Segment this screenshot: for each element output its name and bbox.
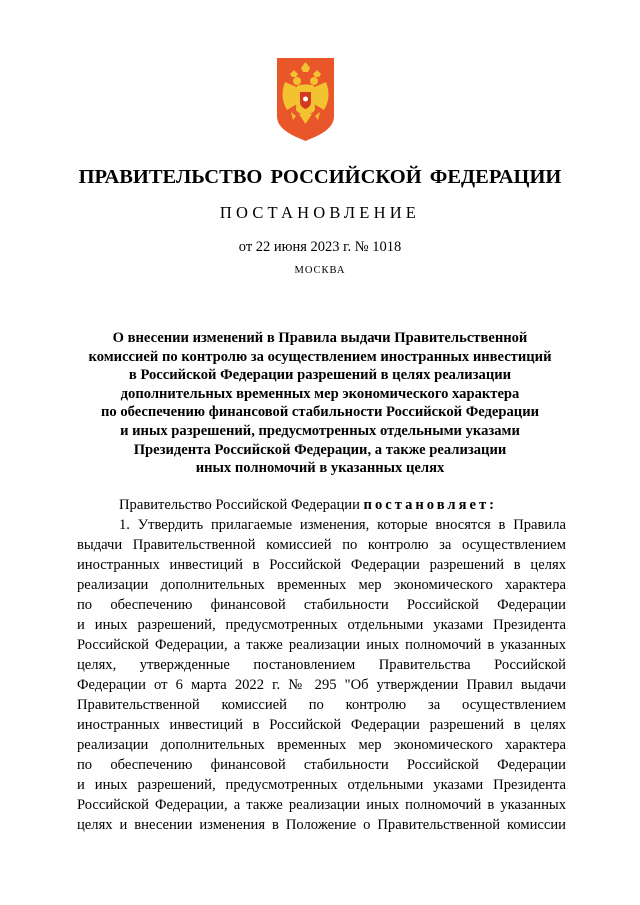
title-line: по обеспечению финансовой стабильности Российской Федерации: [100, 404, 540, 421]
body-line: и иных разрешений, предусмотренных отдельными указами Президента: [77, 617, 566, 633]
decree-intro-line: [77, 495, 566, 515]
body-line: целях и внесении изменения в Положение о Правительственной комиссии: [77, 817, 566, 833]
coat-of-arms-emblem: [277, 58, 334, 141]
decree-verb: постановляет:: [363, 497, 497, 513]
title-line: и иных разрешений, предусмотренных отдельными указами: [120, 422, 520, 439]
body-line: и иных разрешений, предусмотренных отдельными указами Президента: [77, 777, 566, 793]
title-line: комиссией по контролю за осуществлением иностранных инвестиций: [88, 348, 552, 365]
title-line: дополнительных временных мер экономического характера: [120, 385, 520, 402]
decree-date-number: от 22 июня 2023 г. № 1018: [238, 239, 402, 255]
body-line: иностранных инвестиций в Российской Федерации разрешений в целях: [77, 557, 566, 573]
body-line: реализации дополнительных временных мер экономического характера: [77, 737, 566, 753]
body-line: Правительственной комиссией по контролю за осуществлением: [77, 697, 566, 713]
body-line: Федерации от 6 марта 2022 г. № 295 "Об утверждении Правил выдачи: [77, 677, 566, 693]
body-line: иностранных инвестиций в Российской Федерации разрешений в целях: [77, 717, 566, 733]
body-line: Российской Федерации, а также реализации иных полномочий в указанных: [77, 637, 566, 653]
body-line: реализации дополнительных временных мер экономического характера: [77, 577, 566, 593]
title-line: иных полномочий в указанных целях: [195, 460, 445, 477]
body-line: 1. Утвердить прилагаемые изменения, которые вносятся в Правила: [119, 517, 566, 533]
government-heading: ПРАВИТЕЛЬСТВО РОССИЙСКОЙ ФЕДЕРАЦИИ: [78, 166, 562, 188]
city-label: МОСКВА: [294, 265, 346, 276]
title-line: Президента Российской Федерации, а также реализации: [133, 441, 507, 458]
body-line: по обеспечению финансовой стабильности Российской Федерации: [77, 757, 566, 773]
body-line: по обеспечению финансовой стабильности Российской Федерации: [77, 597, 566, 613]
body-line: целях, утвержденные постановлением Правительства Российской: [77, 657, 566, 673]
body-line: выдачи Правительственной комиссией по контролю за осуществлением: [77, 537, 566, 553]
decree-title: [60, 329, 580, 478]
title-line: в Российской Федерации разрешений в целях реализации: [128, 367, 512, 384]
decree-body: [77, 495, 566, 835]
body-line: Российской Федерации, а также реализации иных полномочий в указанных: [77, 797, 566, 813]
russian-coat-of-arms-icon: [277, 58, 334, 141]
document-type: ПОСТАНОВЛЕНИЕ: [219, 203, 421, 222]
decree-intro: Правительство Российской Федерации: [119, 497, 360, 513]
title-line: О внесении изменений в Правила выдачи Правительственной: [112, 330, 528, 346]
